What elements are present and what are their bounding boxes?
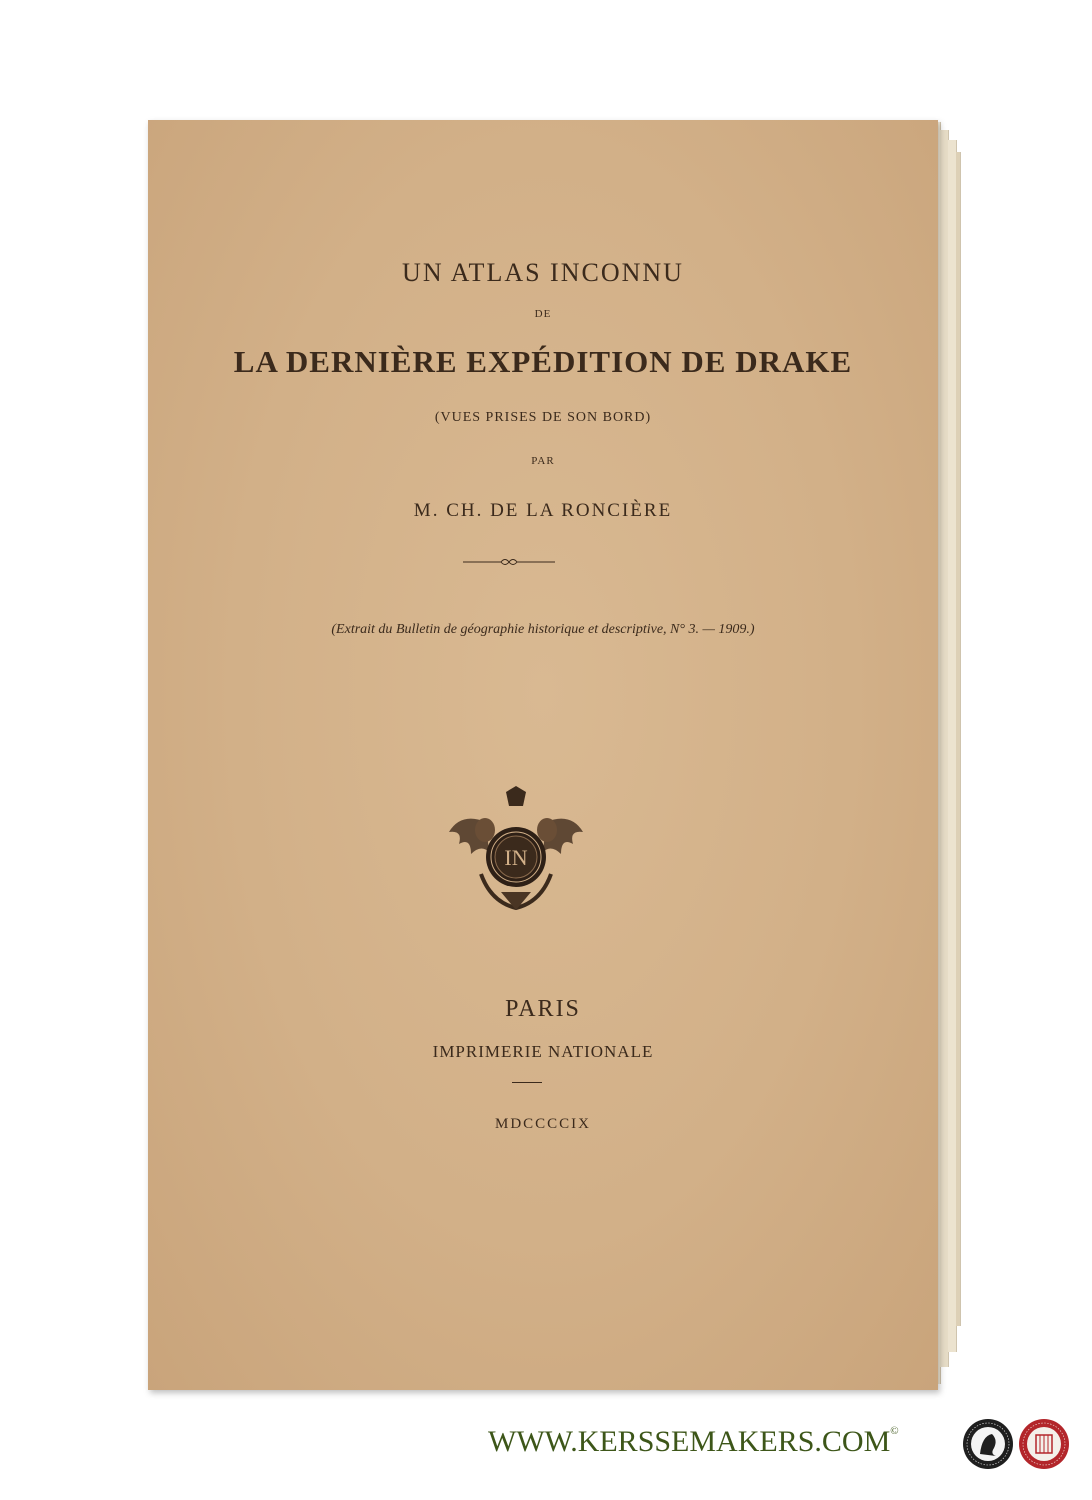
par-label: PAR (531, 455, 555, 467)
imprimerie-nationale-emblem-icon (441, 782, 591, 912)
title-line-1: UN ATLAS INCONNU (402, 258, 684, 287)
book-cover (148, 120, 938, 1390)
title-de: DE (534, 308, 552, 320)
author: M. CH. DE LA RONCIÈRE (413, 500, 673, 521)
subtitle: (VUES PRISES DE SON BORD) (434, 410, 652, 425)
city: PARIS (505, 996, 581, 1022)
nvva-seal-icon (962, 1418, 1014, 1470)
main-title: LA DERNIÈRE EXPÉDITION DE DRAKE (233, 344, 853, 379)
ornamental-rule-icon (461, 556, 557, 568)
extract-journal: Bulletin de géographie historique et descriptive (395, 622, 664, 637)
divider-rule (512, 1082, 542, 1083)
extract-suffix: , N° 3. — 1909.) (663, 622, 755, 637)
extract-note (148, 622, 938, 638)
website-text: WWW.KERSSEMAKERS.COM (488, 1425, 891, 1458)
website-url[interactable] (488, 1425, 899, 1459)
ilab-seal-icon (1018, 1418, 1070, 1470)
copyright-mark: © (890, 1425, 899, 1437)
emblem-monogram: IN (504, 845, 528, 870)
publication-year: MDCCCCIX (494, 1116, 592, 1132)
extract-prefix: (Extrait du (331, 622, 396, 637)
publisher: IMPRIMERIE NATIONALE (432, 1042, 654, 1061)
